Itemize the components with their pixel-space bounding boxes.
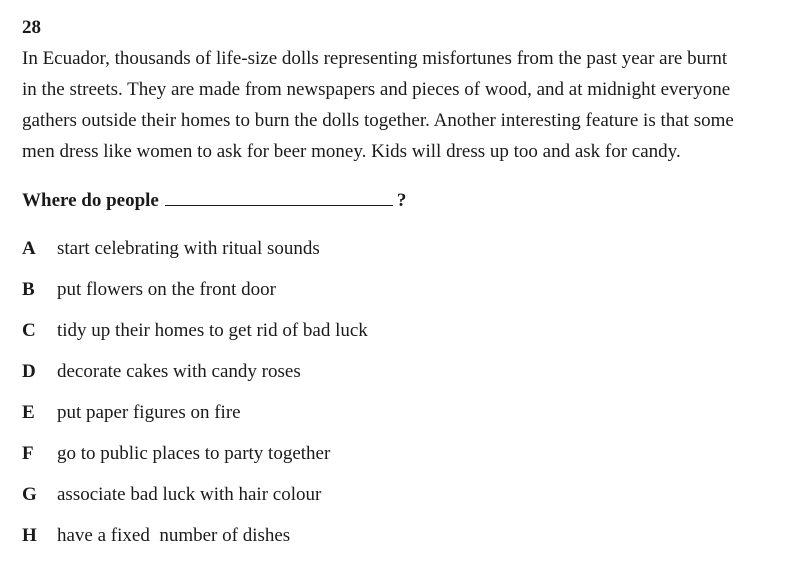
option-text: go to public places to party together bbox=[57, 443, 331, 464]
option-letter: E bbox=[22, 402, 35, 423]
option-letter: D bbox=[22, 361, 36, 382]
answer-blank[interactable] bbox=[165, 187, 393, 206]
question-number: 28 bbox=[22, 17, 41, 38]
option-a[interactable] bbox=[22, 236, 368, 277]
option-e[interactable] bbox=[22, 400, 368, 441]
option-text: have a fixed number of dishes bbox=[57, 525, 291, 546]
option-letter: B bbox=[22, 279, 35, 300]
passage-line: men dress like women to ask for beer money. Kids will dress up too and ask for candy. bbox=[22, 141, 681, 162]
prompt-end: ? bbox=[396, 190, 407, 211]
option-g[interactable] bbox=[22, 482, 368, 523]
answer-options bbox=[22, 236, 368, 564]
option-letter: F bbox=[22, 443, 34, 464]
option-letter: A bbox=[22, 238, 36, 259]
option-letter: H bbox=[22, 525, 37, 546]
passage bbox=[22, 43, 782, 167]
option-b[interactable] bbox=[22, 277, 368, 318]
option-text: tidy up their homes to get rid of bad luck bbox=[57, 320, 368, 341]
option-d[interactable] bbox=[22, 359, 368, 400]
option-f[interactable] bbox=[22, 441, 368, 482]
passage-line: In Ecuador, thousands of life-size dolls representing misfortunes from the past year are burnt bbox=[22, 48, 728, 69]
option-letter: G bbox=[22, 484, 37, 505]
option-h[interactable] bbox=[22, 523, 368, 564]
option-text: start celebrating with ritual sounds bbox=[57, 238, 320, 259]
question-prompt bbox=[22, 187, 406, 214]
passage-line: in the streets. They are made from newspapers and pieces of wood, and at midnight everyone bbox=[22, 79, 731, 100]
option-c[interactable] bbox=[22, 318, 368, 359]
prompt-start: Where do people bbox=[22, 190, 159, 211]
option-letter: C bbox=[22, 320, 36, 341]
passage-line: gathers outside their homes to burn the dolls together. Another interesting feature is that some bbox=[22, 110, 734, 131]
option-text: put flowers on the front door bbox=[57, 279, 276, 300]
option-text: associate bad luck with hair colour bbox=[57, 484, 322, 505]
option-text: put paper figures on fire bbox=[57, 402, 241, 423]
option-text: decorate cakes with candy roses bbox=[57, 361, 301, 382]
